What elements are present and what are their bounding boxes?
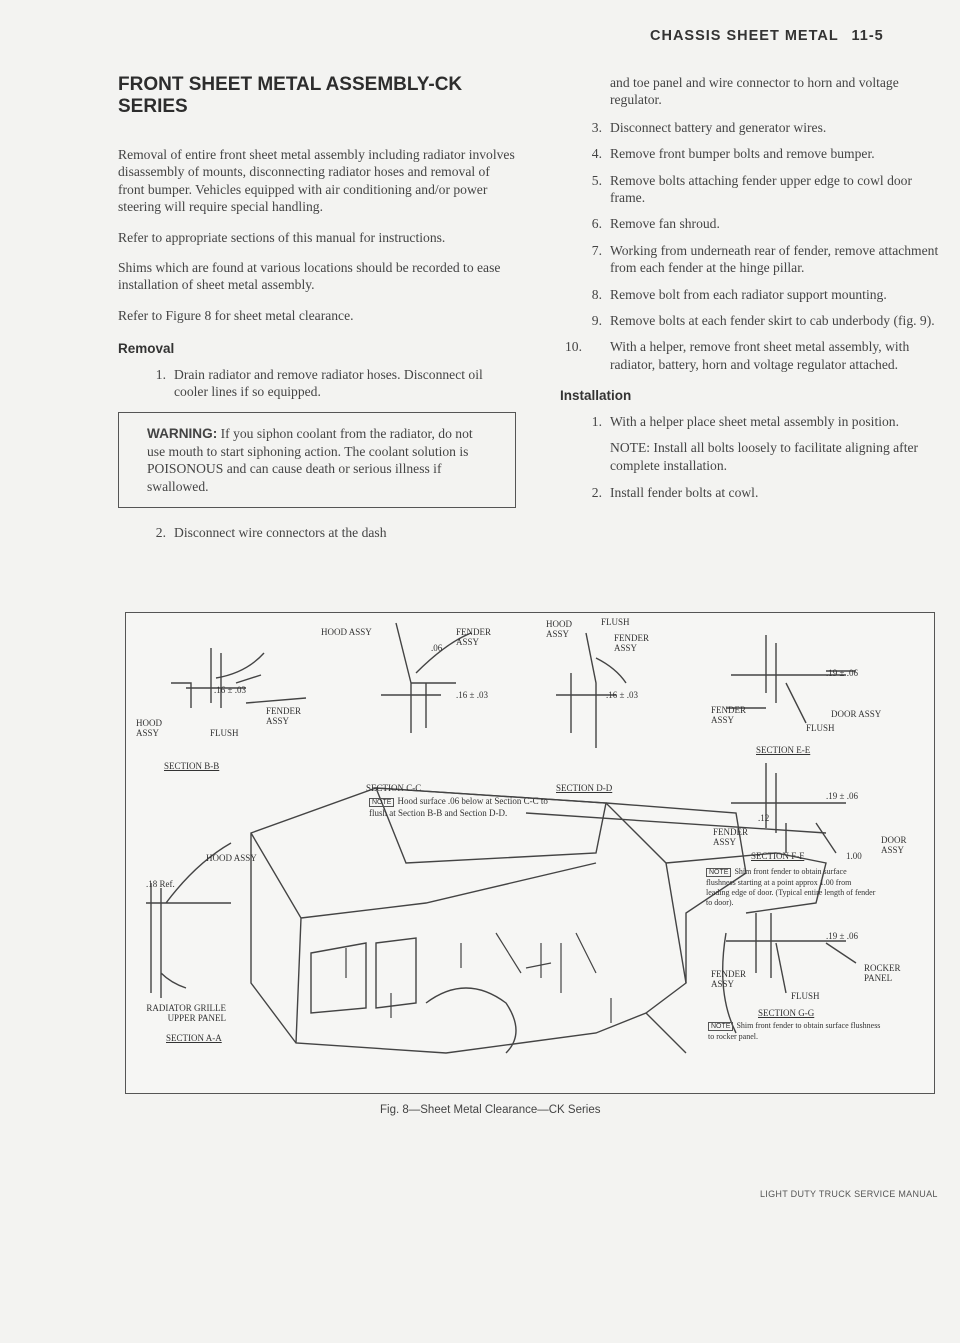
step-text: Drain radiator and remove radiator hoses. Disconnect oil cooler lines if so equipped. — [174, 366, 483, 400]
page-number: 11-5 — [851, 28, 884, 44]
label-section-aa: SECTION A-A — [166, 1033, 222, 1043]
step-number: 1. — [155, 366, 166, 382]
label-hood-assy: HOOD ASSY — [321, 627, 372, 637]
label-dim: .12 — [758, 813, 770, 823]
label-flush: FLUSH — [806, 723, 835, 733]
label-flush: FLUSH — [791, 991, 820, 1001]
step-number: 2. — [155, 525, 166, 541]
continued-text: and toe panel and wire connector to horn and voltage regulator. — [610, 75, 899, 108]
note-section-cc: NOTE Hood surface .06 below at Section C-C to flush at Section B-B and Section D-D. — [369, 796, 548, 818]
list-item: 9. Remove bolts at each fender skirt to cab underbody (fig. 9). — [591, 313, 935, 329]
removal-heading: Removal — [118, 341, 175, 357]
note-text: NOTE: Install all bolts loosely to facilitate aligning after complete installation. — [610, 440, 919, 473]
label-flush: FLUSH — [601, 617, 630, 627]
label-section-ff: SECTION F-F — [751, 851, 805, 861]
right-column — [560, 74, 940, 510]
label-section-bb: SECTION B-B — [164, 761, 220, 771]
list-item: 1. With a helper place sheet metal assembly in position. — [591, 413, 899, 429]
list-item — [118, 366, 516, 401]
figure-sheet-metal-clearance — [125, 612, 935, 1094]
installation-steps — [554, 413, 940, 430]
section-title: FRONT SHEET METAL ASSEMBLY-CK SERIES — [118, 74, 463, 117]
label-dim: .16 ± .03 — [214, 685, 246, 695]
installation-steps-cont — [554, 484, 940, 501]
note-section-ff: NOTE Shim front fender to obtain surface flushness starting at a point approx 1.00 from leading edge of door. (Typical entire length of fender to door). — [706, 867, 876, 907]
label-fender-assy: FENDER ASSY — [713, 827, 749, 847]
list-item: 2. Install fender bolts at cowl. — [591, 484, 759, 500]
paragraph: Shims which are found at various locations should be recorded to ease installation of sheet metal assembly. — [118, 260, 501, 293]
label-dim: .06 — [431, 643, 443, 653]
step-text: Disconnect wire connectors at the dash — [174, 525, 387, 541]
footer-text: LIGHT DUTY TRUCK SERVICE MANUAL — [760, 1189, 938, 1199]
label-flush: FLUSH — [210, 728, 239, 738]
label-fender-assy: FENDER ASSY — [711, 969, 747, 989]
label-section-cc: SECTION C-C — [366, 783, 422, 793]
note-section-gg: NOTE Shim front fender to obtain surface flushness to rocker panel. — [708, 1021, 881, 1041]
header-title: CHASSIS SHEET METAL — [650, 28, 839, 44]
paragraph: Refer to appropriate sections of this manual for instructions. — [118, 229, 446, 245]
warning-text: If you siphon coolant from the radiator, do not use mouth to start siphoning action. The coolant solution is POISONOUS and can cause death or serious illness if swallowed. — [147, 426, 473, 494]
left-column — [118, 146, 516, 551]
list-item: 5. Remove bolts attaching fender upper edge to cowl door frame. — [591, 172, 912, 206]
list-item: 10. With a helper, remove front sheet metal assembly, with radiator, battery, horn and voltage regulator attached. — [565, 339, 910, 372]
list-item: 3. Disconnect battery and generator wires. — [591, 119, 827, 135]
label-rocker-panel: ROCKER PANEL — [864, 963, 901, 983]
list-item — [118, 524, 516, 541]
installation-heading: Installation — [560, 388, 632, 404]
label-dim: .18 Ref. — [146, 879, 175, 889]
label-dim: .19 ± .06 — [826, 791, 858, 801]
figure-caption: Fig. 8—Sheet Metal Clearance—CK Series — [380, 1104, 601, 1116]
label-door-assy: DOOR ASSY — [831, 709, 882, 719]
label-dim: .19 ± .06 — [826, 668, 858, 678]
label-hood-assy: HOOD ASSY — [136, 718, 162, 738]
removal-steps-right — [554, 119, 940, 373]
list-item: 8. Remove bolt from each radiator support mounting. — [591, 286, 887, 302]
label-radiator-grille: RADIATOR GRILLE UPPER PANEL — [146, 1003, 226, 1023]
label-dim: .16 ± .03 — [456, 690, 488, 700]
page-header — [650, 28, 884, 44]
label-fender-assy: FENDER ASSY — [614, 633, 650, 653]
warning-box — [118, 412, 516, 508]
paragraph: Removal of entire front sheet metal assembly including radiator involves disassembly of mounts, disconnecting radiator hoses and removal of front bumper. Vehicles equipped with air conditioning and/or power steering will require special handling. — [118, 147, 515, 215]
label-dim: 1.00 — [846, 851, 862, 861]
label-hood-assy: HOOD ASSY — [546, 619, 572, 639]
label-section-dd: SECTION D-D — [556, 783, 613, 793]
label-dim: .19 ± .06 — [826, 931, 858, 941]
list-item: 4. Remove front bumper bolts and remove bumper. — [591, 146, 875, 162]
list-item: 6. Remove fan shroud. — [591, 216, 720, 232]
list-item: 7. Working from underneath rear of fender, remove attachment from each fender at the hinge pillar. — [591, 242, 939, 276]
paragraph: Refer to Figure 8 for sheet metal clearance. — [118, 307, 354, 323]
warning-label: WARNING: — [147, 426, 218, 442]
label-section-ee: SECTION E-E — [756, 745, 811, 755]
label-hood-assy: HOOD ASSY — [206, 853, 257, 863]
label-door-assy: DOOR ASSY — [881, 835, 907, 855]
label-fender-assy: FENDER ASSY — [456, 627, 492, 647]
removal-steps-cont — [118, 524, 516, 541]
label-fender-assy: FENDER ASSY — [266, 706, 302, 726]
removal-steps — [118, 366, 516, 401]
label-section-gg: SECTION G-G — [758, 1008, 815, 1018]
label-fender-assy: FENDER ASSY — [711, 705, 747, 725]
label-dim: .16 ± .03 — [606, 690, 638, 700]
